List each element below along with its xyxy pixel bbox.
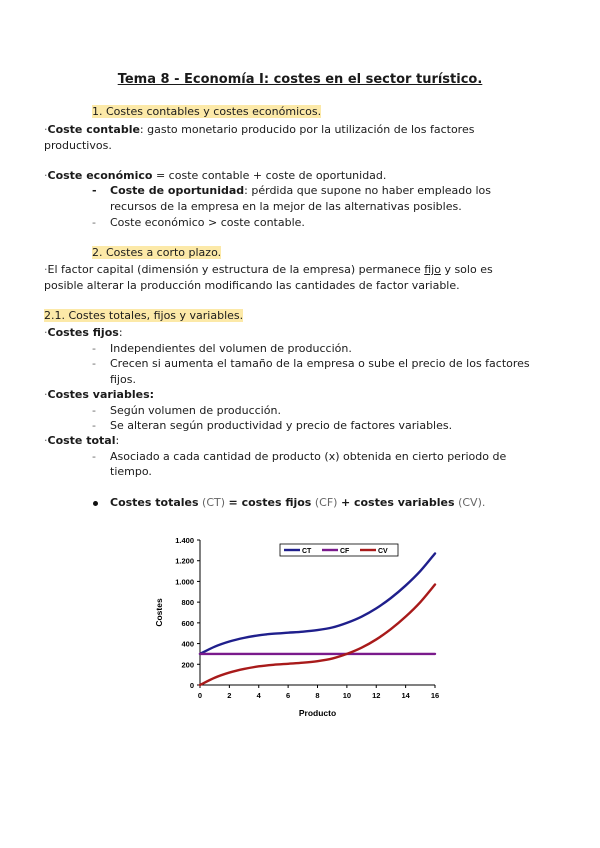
coste-contable-label: Coste contable: [47, 123, 140, 136]
list-item-continuation: tiempo.: [110, 465, 152, 478]
series-line-cv: [200, 585, 435, 685]
legend-label: CV: [378, 548, 388, 555]
x-tick-label: 6: [286, 691, 291, 700]
capital-text-a: El factor capital (dimensión y estructura de la empresa) permanece: [47, 263, 425, 276]
capital-text-c: y solo es: [440, 263, 493, 276]
dash-marker: -: [92, 450, 96, 463]
dash-marker: -: [92, 342, 96, 355]
formula-cv-abbr: (CV).: [454, 496, 486, 509]
dash-marker: -: [92, 404, 96, 417]
bullet-icon: [93, 501, 98, 506]
section-2-1-heading-text: 2.1. Costes totales, fijos y variables.: [44, 309, 244, 322]
dash-marker: -: [92, 216, 96, 229]
y-tick-label: 400: [181, 639, 194, 649]
x-tick-label: 2: [227, 691, 232, 700]
costes-fijos-line: ·Costes fijos:: [44, 326, 123, 339]
coste-compare-line: Coste económico > coste contable.: [110, 216, 305, 229]
y-tick-label: 1.400: [175, 536, 194, 545]
costes-fijos-label: Costes fijos: [47, 326, 119, 339]
coste-oportunidad-line-2: recursos de la empresa en la mejor de las alternativas posibles.: [110, 200, 462, 213]
formula-cf-abbr: (CF): [311, 496, 341, 509]
section-2-heading-text: 2. Costes a corto plazo.: [92, 246, 222, 259]
costes-fijos-colon: :: [118, 326, 123, 339]
legend-label: CF: [340, 548, 350, 555]
y-tick-label: 200: [181, 660, 194, 670]
x-tick-label: 10: [342, 691, 352, 700]
list-item: Asociado a cada cantidad de producto (x) obtenida en cierto periodo de: [110, 450, 507, 463]
list-item-continuation: fijos.: [110, 373, 136, 386]
y-tick-label: 1.200: [175, 556, 194, 566]
costes-variables-label: Costes variables:: [47, 388, 155, 401]
capital-line-2: posible alterar la producción modificando las cantidades de factor variable.: [44, 279, 460, 292]
x-tick-label: 12: [372, 691, 381, 700]
formula-cv-label: costes variables: [353, 496, 455, 509]
coste-oportunidad-label: Coste de oportunidad: [110, 184, 245, 197]
x-axis-label: Producto: [298, 708, 337, 718]
x-tick-label: 0: [197, 691, 203, 700]
x-tick-label: 16: [430, 691, 440, 700]
section-2-1-heading: [44, 308, 243, 324]
page-title: Tema 8 - Economía I: costes en el sector turístico.: [117, 72, 483, 87]
formula-ct-abbr: (CT): [198, 496, 229, 509]
y-tick-label: 600: [181, 618, 194, 628]
section-1-heading-text: 1. Costes contables y costes económicos.: [92, 105, 322, 118]
formula-cf-label: costes fijos: [241, 496, 312, 509]
series-line-ct: [200, 553, 435, 653]
coste-oportunidad-line: [110, 183, 491, 199]
x-tick-label: 14: [401, 691, 410, 700]
capital-text-fijo: fijo: [424, 263, 441, 276]
coste-contable-line-2: productivos.: [44, 139, 112, 152]
dash-marker: -: [92, 419, 96, 432]
coste-total-colon: :: [115, 434, 120, 447]
formula-line: [110, 495, 485, 511]
formula-plus: +: [340, 496, 354, 509]
section-1-heading: [92, 104, 321, 120]
y-tick-label: 800: [181, 598, 194, 608]
coste-economico-label: Coste económico: [47, 169, 153, 182]
list-item: Se alteran según productividad y precio de factores variables.: [110, 419, 453, 432]
formula-eq: =: [228, 496, 242, 509]
dash-marker: -: [92, 357, 96, 370]
list-item: Independientes del volumen de producción.: [110, 342, 352, 355]
coste-total-label: Coste total: [47, 434, 116, 447]
x-tick-label: 8: [315, 691, 320, 700]
coste-contable-line: ·Coste contable: gasto monetario producido por la utilización de los factores: [44, 123, 475, 136]
x-tick-label: 4: [256, 691, 261, 700]
coste-contable-text: : gasto monetario producido por la utilización de los factores: [139, 123, 475, 136]
list-item: Según volumen de producción.: [110, 404, 281, 417]
costes-variables-line: ·Costes variables:: [44, 388, 155, 401]
dash-marker: -: [92, 184, 97, 197]
y-axis-label: Costes: [154, 598, 164, 627]
y-tick-label: 0: [189, 681, 194, 690]
coste-economico-line: ·Coste económico = coste contable + coste de oportunidad.: [44, 169, 387, 182]
capital-line: ·El factor capital (dimensión y estructura de la empresa) permanece fijo y solo es: [44, 263, 493, 276]
coste-oportunidad-text: : pérdida que supone no haber empleado los: [244, 184, 492, 197]
legend-label: CT: [302, 548, 312, 555]
coste-economico-text: = coste contable + coste de oportunidad.: [152, 169, 387, 182]
section-2-heading: [92, 245, 221, 261]
costs-chart: [150, 528, 450, 728]
coste-total-line: ·Coste total:: [44, 434, 120, 447]
y-tick-label: 1.000: [175, 577, 194, 587]
list-item: Crecen si aumenta el tamaño de la empresa o sube el precio de los factores: [110, 357, 530, 370]
formula-ct-label: Costes totales: [110, 496, 199, 509]
